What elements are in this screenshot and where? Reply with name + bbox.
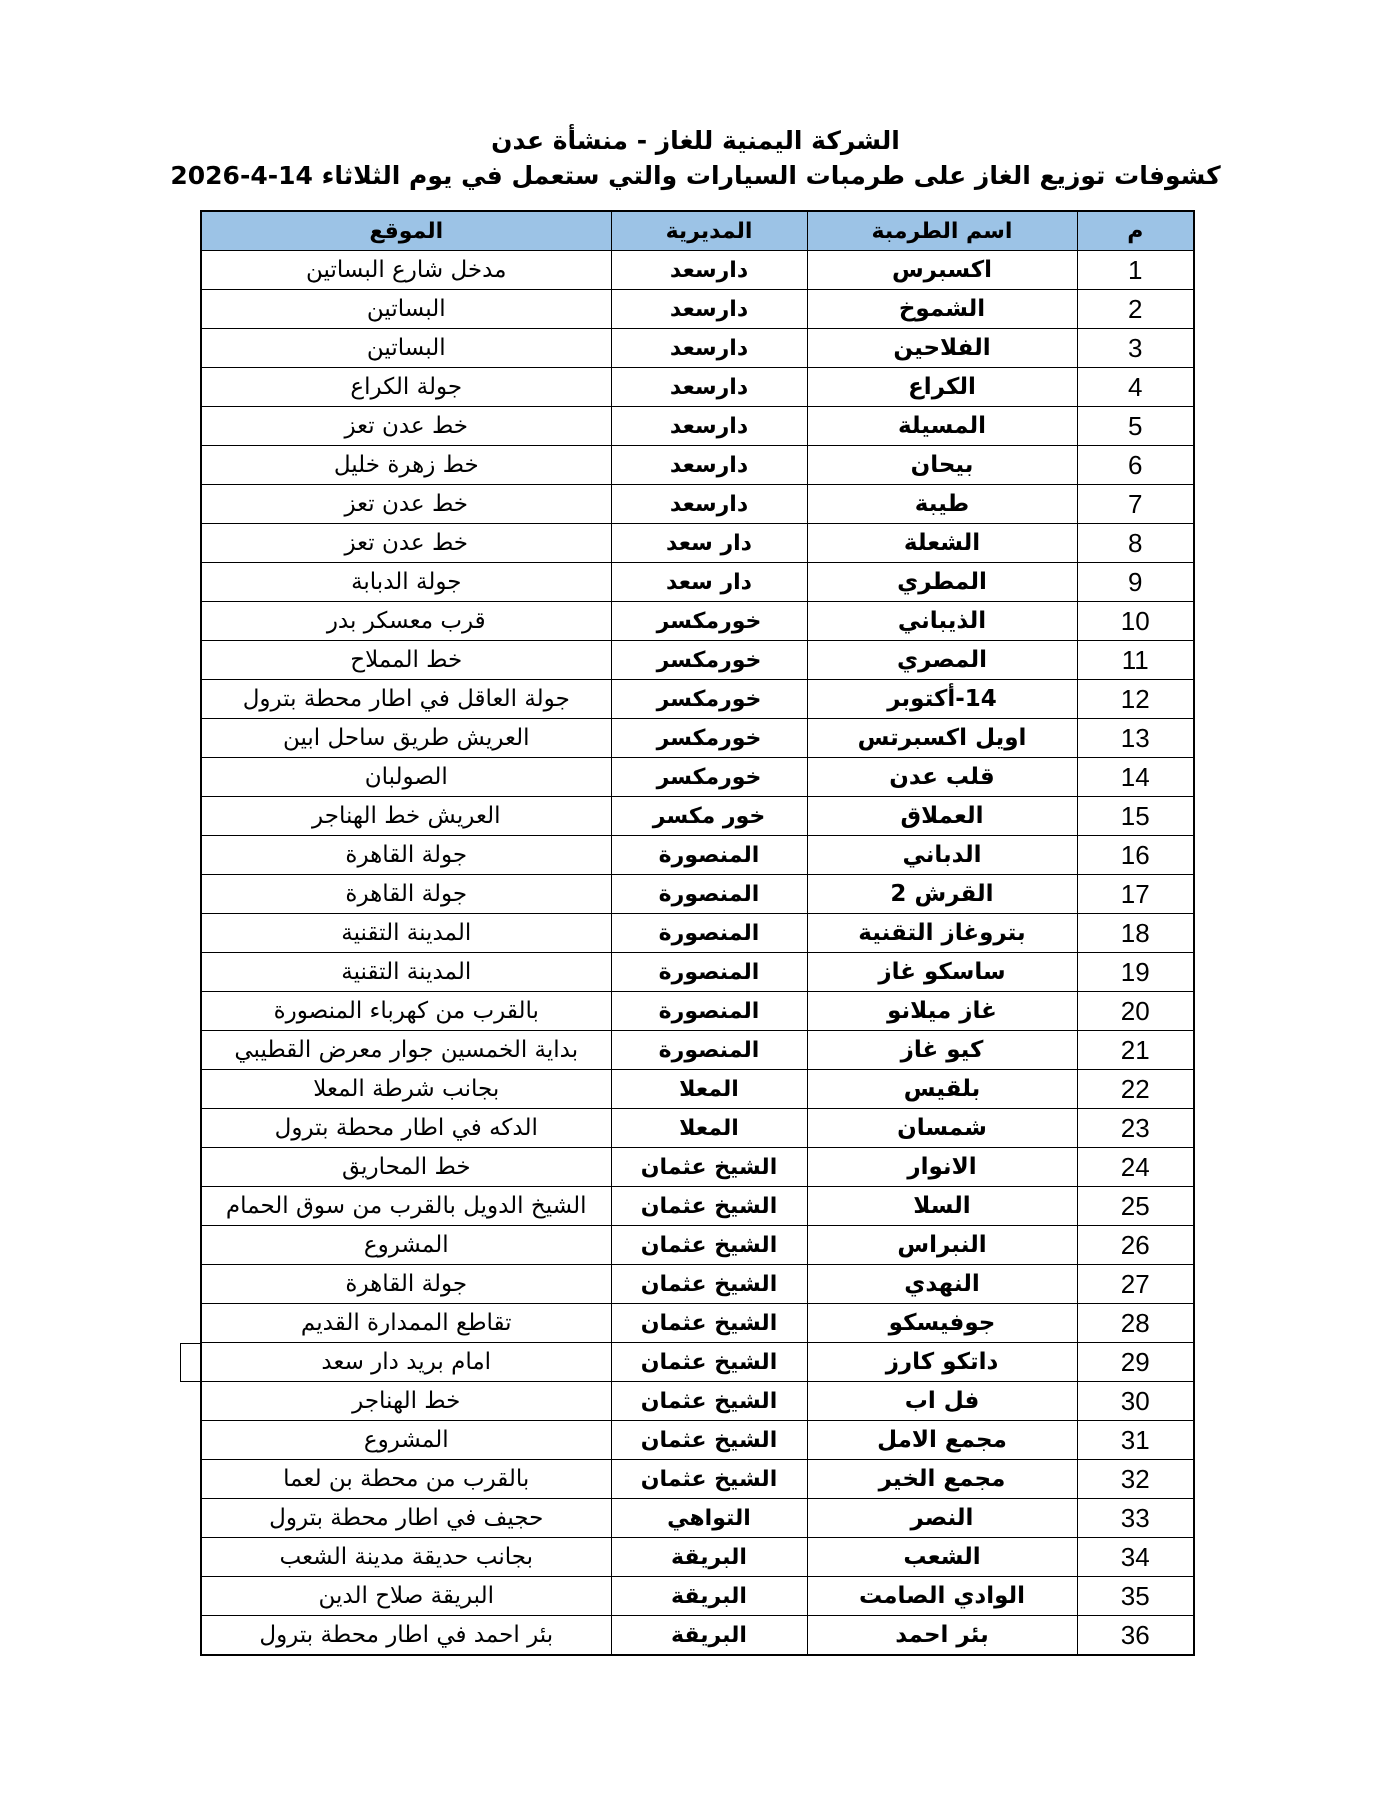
cell-location: البساتين	[201, 290, 611, 329]
cell-station-name: الشموخ	[807, 290, 1077, 329]
cell-directorate: الشيخ عثمان	[611, 1382, 807, 1421]
cell-num: 35	[1077, 1577, 1194, 1616]
cell-directorate: المعلا	[611, 1109, 807, 1148]
cell-directorate: المنصورة	[611, 953, 807, 992]
cell-location: بجانب شرطة المعلا	[201, 1070, 611, 1109]
cell-directorate: التواهي	[611, 1499, 807, 1538]
cell-directorate: المنصورة	[611, 992, 807, 1031]
cell-num: 19	[1077, 953, 1194, 992]
table-row	[201, 1421, 1194, 1460]
cell-num: 24	[1077, 1148, 1194, 1187]
cell-location: المشروع	[201, 1226, 611, 1265]
cell-num: 9	[1077, 563, 1194, 602]
cell-directorate: خور مكسر	[611, 797, 807, 836]
cell-directorate: دارسعد	[611, 485, 807, 524]
cell-location: جولة الدبابة	[201, 563, 611, 602]
table-row	[201, 1265, 1194, 1304]
cell-num: 3	[1077, 329, 1194, 368]
cell-directorate: المنصورة	[611, 836, 807, 875]
cell-location: العريش طريق ساحل ابين	[201, 719, 611, 758]
cell-num: 18	[1077, 914, 1194, 953]
cell-station-name: الكراع	[807, 368, 1077, 407]
cell-num: 20	[1077, 992, 1194, 1031]
cell-directorate: الشيخ عثمان	[611, 1421, 807, 1460]
cell-num: 17	[1077, 875, 1194, 914]
cell-station-name: كيو غاز	[807, 1031, 1077, 1070]
cell-directorate: دارسعد	[611, 368, 807, 407]
cell-num: 22	[1077, 1070, 1194, 1109]
table-row	[201, 368, 1194, 407]
table-row	[201, 953, 1194, 992]
table-row	[201, 1616, 1194, 1656]
cell-num: 13	[1077, 719, 1194, 758]
cell-directorate: خورمكسر	[611, 719, 807, 758]
cell-location: خط الهناجر	[201, 1382, 611, 1421]
cell-station-name: المطري	[807, 563, 1077, 602]
cell-location: بداية الخمسين جوار معرض القطيبي	[201, 1031, 611, 1070]
cell-num: 12	[1077, 680, 1194, 719]
stray-margin-mark-bottom	[180, 1381, 202, 1382]
cell-location: العريش خط الهناجر	[201, 797, 611, 836]
cell-directorate: الشيخ عثمان	[611, 1187, 807, 1226]
cell-location: خط المحاريق	[201, 1148, 611, 1187]
cell-station-name: ساسكو غاز	[807, 953, 1077, 992]
cell-directorate: البريقة	[611, 1616, 807, 1656]
table-row	[201, 641, 1194, 680]
table-row	[201, 1031, 1194, 1070]
cell-station-name: العملاق	[807, 797, 1077, 836]
cell-directorate: الشيخ عثمان	[611, 1304, 807, 1343]
cell-directorate: دار سعد	[611, 563, 807, 602]
stray-margin-mark-top	[180, 1343, 202, 1344]
table-header-row	[201, 211, 1194, 251]
cell-station-name: بيحان	[807, 446, 1077, 485]
table-row	[201, 1226, 1194, 1265]
cell-num: 33	[1077, 1499, 1194, 1538]
cell-num: 32	[1077, 1460, 1194, 1499]
table-row	[201, 1538, 1194, 1577]
cell-num: 2	[1077, 290, 1194, 329]
cell-station-name: الوادي الصامت	[807, 1577, 1077, 1616]
cell-location: بالقرب من كهرباء المنصورة	[201, 992, 611, 1031]
cell-station-name: بتروغاز التقنية	[807, 914, 1077, 953]
cell-location: المشروع	[201, 1421, 611, 1460]
cell-num: 31	[1077, 1421, 1194, 1460]
table-row	[201, 290, 1194, 329]
cell-station-name: الدباني	[807, 836, 1077, 875]
cell-num: 7	[1077, 485, 1194, 524]
cell-num: 23	[1077, 1109, 1194, 1148]
cell-num: 26	[1077, 1226, 1194, 1265]
cell-directorate: دارسعد	[611, 407, 807, 446]
cell-directorate: دار سعد	[611, 524, 807, 563]
cell-station-name: النهدي	[807, 1265, 1077, 1304]
cell-directorate: الشيخ عثمان	[611, 1148, 807, 1187]
table-row	[201, 719, 1194, 758]
table-row	[201, 1187, 1194, 1226]
cell-directorate: الشيخ عثمان	[611, 1343, 807, 1382]
cell-location: خط المملاح	[201, 641, 611, 680]
cell-location: جولة العاقل في اطار محطة بترول	[201, 680, 611, 719]
distribution-subtitle: كشوفات توزيع الغاز على طرمبات السيارات والتي ستعمل في يوم الثلاثاء 14-4-2026	[170, 161, 1221, 190]
cell-station-name: غاز ميلانو	[807, 992, 1077, 1031]
table-row	[201, 446, 1194, 485]
company-title: الشركة اليمنية للغاز - منشأة عدن	[491, 126, 900, 155]
cell-num: 25	[1077, 1187, 1194, 1226]
cell-location: مدخل شارع البساتين	[201, 251, 611, 290]
cell-station-name: اكسبرس	[807, 251, 1077, 290]
distribution-table	[200, 210, 1195, 1656]
cell-station-name: الشعلة	[807, 524, 1077, 563]
table-row	[201, 1343, 1194, 1382]
cell-location: تقاطع الممدارة القديم	[201, 1304, 611, 1343]
cell-num: 36	[1077, 1616, 1194, 1656]
cell-num: 28	[1077, 1304, 1194, 1343]
cell-location: بئر احمد في اطار محطة بترول	[201, 1616, 611, 1656]
cell-station-name: فل اب	[807, 1382, 1077, 1421]
cell-station-name: المصري	[807, 641, 1077, 680]
table-row	[201, 1577, 1194, 1616]
table-row	[201, 602, 1194, 641]
table-row	[201, 1460, 1194, 1499]
cell-location: البريقة صلاح الدين	[201, 1577, 611, 1616]
cell-station-name: المسيلة	[807, 407, 1077, 446]
cell-num: 27	[1077, 1265, 1194, 1304]
table-row	[201, 329, 1194, 368]
cell-directorate: خورمكسر	[611, 758, 807, 797]
cell-station-name: قلب عدن	[807, 758, 1077, 797]
column-header-num: م	[1077, 211, 1194, 251]
cell-num: 4	[1077, 368, 1194, 407]
cell-num: 21	[1077, 1031, 1194, 1070]
cell-directorate: الشيخ عثمان	[611, 1265, 807, 1304]
cell-num: 30	[1077, 1382, 1194, 1421]
cell-directorate: دارسعد	[611, 329, 807, 368]
cell-directorate: المنصورة	[611, 875, 807, 914]
cell-station-name: جوفيسكو	[807, 1304, 1077, 1343]
table-row	[201, 563, 1194, 602]
cell-station-name: بئر احمد	[807, 1616, 1077, 1656]
cell-station-name: 14-أكتوبر	[807, 680, 1077, 719]
cell-directorate: دارسعد	[611, 446, 807, 485]
cell-directorate: خورمكسر	[611, 602, 807, 641]
cell-station-name: الفلاحين	[807, 329, 1077, 368]
cell-num: 16	[1077, 836, 1194, 875]
cell-station-name: مجمع الامل	[807, 1421, 1077, 1460]
cell-num: 6	[1077, 446, 1194, 485]
cell-directorate: دارسعد	[611, 290, 807, 329]
cell-location: بجانب حديقة مدينة الشعب	[201, 1538, 611, 1577]
cell-directorate: دارسعد	[611, 251, 807, 290]
cell-station-name: شمسان	[807, 1109, 1077, 1148]
cell-location: الدكه في اطار محطة بترول	[201, 1109, 611, 1148]
column-header-location: الموقع	[201, 211, 611, 251]
cell-num: 15	[1077, 797, 1194, 836]
cell-location: الشيخ الدويل بالقرب من سوق الحمام	[201, 1187, 611, 1226]
cell-location: قرب معسكر بدر	[201, 602, 611, 641]
table-row	[201, 680, 1194, 719]
table-row	[201, 914, 1194, 953]
cell-station-name: النبراس	[807, 1226, 1077, 1265]
cell-station-name: النصر	[807, 1499, 1077, 1538]
cell-num: 29	[1077, 1343, 1194, 1382]
column-header-directorate: المديرية	[611, 211, 807, 251]
cell-directorate: خورمكسر	[611, 680, 807, 719]
table-row	[201, 485, 1194, 524]
cell-location: المدينة التقنية	[201, 914, 611, 953]
cell-location: حجيف في اطار محطة بترول	[201, 1499, 611, 1538]
cell-num: 34	[1077, 1538, 1194, 1577]
cell-location: خط عدن تعز	[201, 407, 611, 446]
cell-num: 5	[1077, 407, 1194, 446]
cell-station-name: السلا	[807, 1187, 1077, 1226]
cell-num: 11	[1077, 641, 1194, 680]
cell-directorate: الشيخ عثمان	[611, 1226, 807, 1265]
cell-station-name: داتكو كارز	[807, 1343, 1077, 1382]
table-row	[201, 797, 1194, 836]
cell-location: جولة الكراع	[201, 368, 611, 407]
cell-station-name: بلقيس	[807, 1070, 1077, 1109]
cell-directorate: المنصورة	[611, 1031, 807, 1070]
table-row	[201, 524, 1194, 563]
table-row	[201, 875, 1194, 914]
table-row	[201, 1109, 1194, 1148]
column-header-name: اسم الطرمبة	[807, 211, 1077, 251]
cell-num: 1	[1077, 251, 1194, 290]
cell-station-name: اويل اكسبرتس	[807, 719, 1077, 758]
cell-location: جولة القاهرة	[201, 1265, 611, 1304]
table-row	[201, 1304, 1194, 1343]
cell-directorate: خورمكسر	[611, 641, 807, 680]
cell-location: جولة القاهرة	[201, 836, 611, 875]
cell-location: البساتين	[201, 329, 611, 368]
cell-directorate: البريقة	[611, 1577, 807, 1616]
cell-location: امام بريد دار سعد	[201, 1343, 611, 1382]
stray-margin-mark	[180, 1343, 181, 1381]
cell-num: 10	[1077, 602, 1194, 641]
cell-station-name: الانوار	[807, 1148, 1077, 1187]
table-row	[201, 758, 1194, 797]
cell-num: 14	[1077, 758, 1194, 797]
table-row	[201, 251, 1194, 290]
table-row	[201, 992, 1194, 1031]
table-row	[201, 1148, 1194, 1187]
table-row	[201, 1382, 1194, 1421]
table-row	[201, 407, 1194, 446]
table-row	[201, 1070, 1194, 1109]
cell-num: 8	[1077, 524, 1194, 563]
cell-location: خط عدن تعز	[201, 524, 611, 563]
cell-location: الصولبان	[201, 758, 611, 797]
cell-station-name: طيبة	[807, 485, 1077, 524]
cell-station-name: الشعب	[807, 1538, 1077, 1577]
cell-directorate: المعلا	[611, 1070, 807, 1109]
cell-location: بالقرب من محطة بن لعما	[201, 1460, 611, 1499]
table-row	[201, 836, 1194, 875]
cell-directorate: الشيخ عثمان	[611, 1460, 807, 1499]
cell-location: جولة القاهرة	[201, 875, 611, 914]
cell-directorate: المنصورة	[611, 914, 807, 953]
cell-station-name: القرش 2	[807, 875, 1077, 914]
cell-location: خط زهرة خليل	[201, 446, 611, 485]
cell-location: خط عدن تعز	[201, 485, 611, 524]
table-row	[201, 1499, 1194, 1538]
cell-station-name: الذيباني	[807, 602, 1077, 641]
cell-location: المدينة التقنية	[201, 953, 611, 992]
cell-station-name: مجمع الخير	[807, 1460, 1077, 1499]
cell-directorate: البريقة	[611, 1538, 807, 1577]
